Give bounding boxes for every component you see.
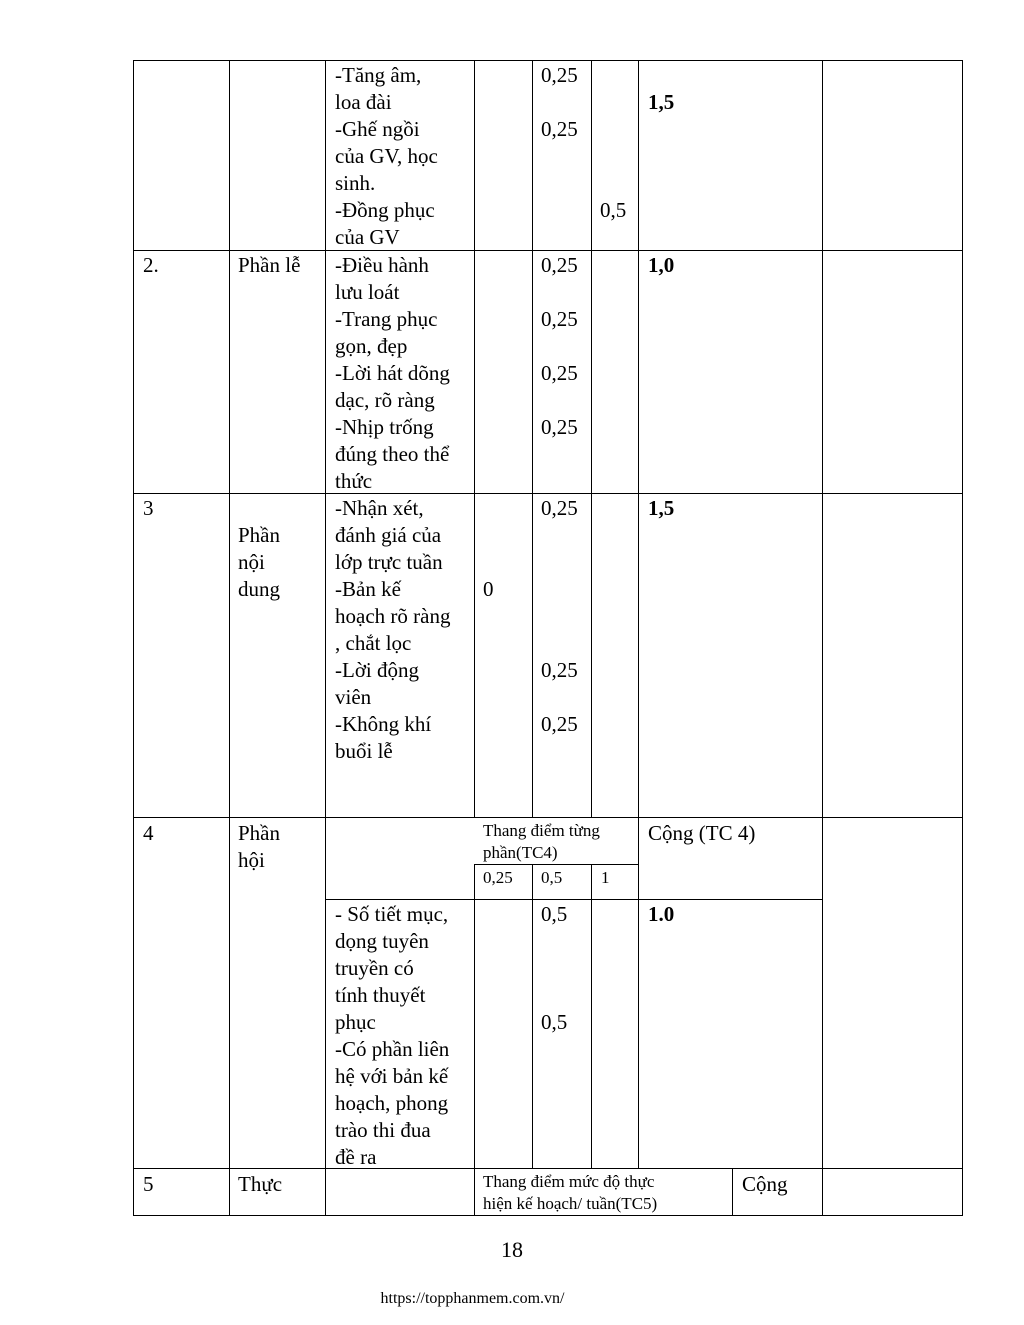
column-divider <box>732 1168 733 1216</box>
content-line: thức <box>335 469 373 493</box>
content-line: -Tăng âm, <box>335 63 422 87</box>
content-line: hoạch, phong <box>335 1091 449 1115</box>
score-value: 0,5 <box>541 902 568 926</box>
content-line: đúng theo thể <box>335 442 450 466</box>
content-line: tính thuyết <box>335 983 426 1007</box>
table-border-bottom <box>133 1215 963 1216</box>
content-line: viên <box>335 685 372 709</box>
scale-value: 1 <box>601 868 610 887</box>
row-divider <box>133 1168 963 1169</box>
score-value: 0 <box>483 577 494 601</box>
content-line: dạc, rõ ràng <box>335 388 435 412</box>
content-line: trào thi đua <box>335 1118 431 1142</box>
content-line: -Không khí <box>335 712 432 736</box>
content-line: - Số tiết mục, <box>335 902 449 926</box>
content-line: của GV, học <box>335 144 438 168</box>
content-line: của GV <box>335 225 400 249</box>
content-line: -Có phần liên <box>335 1037 450 1061</box>
content-line: đánh giá của <box>335 523 442 547</box>
score-value: 0,25 <box>541 253 578 277</box>
part-name: nội <box>238 550 265 574</box>
row-number: 3 <box>143 496 154 520</box>
source-url[interactable]: https://topphanmem.com.vn/ <box>380 1290 565 1307</box>
content-line: loa đài <box>335 90 392 114</box>
row-total: 1,5 <box>648 496 675 520</box>
column-divider <box>474 1168 475 1216</box>
scale-header: phần(TC4) <box>483 843 558 862</box>
content-line: sinh. <box>335 171 376 195</box>
score-value: 0,25 <box>541 658 578 682</box>
content-line: dọng tuyên <box>335 929 429 953</box>
content-line: lớp trực tuần <box>335 550 443 574</box>
content-line: hệ với bản kế <box>335 1064 449 1088</box>
table-border-left <box>133 60 134 1216</box>
score-value: 0,25 <box>541 63 578 87</box>
row-total: 1,5 <box>648 90 675 114</box>
content-line: -Nhịp trống <box>335 415 434 439</box>
content-line: -Lời động <box>335 658 420 682</box>
column-divider <box>822 60 823 1216</box>
content-line: truyền có <box>335 956 414 980</box>
scale-header: hiện kế hoạch/ tuần(TC5) <box>483 1194 658 1213</box>
content-line: -Lời hát dõng <box>335 361 450 385</box>
column-divider <box>591 864 592 1169</box>
column-divider <box>591 60 592 818</box>
score-value: 0,25 <box>541 712 578 736</box>
content-line: -Nhận xét, <box>335 496 424 520</box>
scale-value: 0,5 <box>541 868 563 887</box>
row-number: 2. <box>143 253 159 277</box>
part-name: dung <box>238 577 280 601</box>
part-name: Phần lễ <box>238 253 301 277</box>
part-name: Thực <box>238 1172 283 1196</box>
row-number: 5 <box>143 1172 154 1196</box>
content-line: hoạch rõ ràng <box>335 604 451 628</box>
content-line: phục <box>335 1010 376 1034</box>
content-line: -Trang phục <box>335 307 438 331</box>
row-total: 1,0 <box>648 253 675 277</box>
content-line: -Điều hành <box>335 253 429 277</box>
subheader-divider <box>326 899 823 900</box>
score-value: 0,25 <box>541 496 578 520</box>
part-name: hội <box>238 848 265 872</box>
column-divider <box>532 60 533 818</box>
row-divider <box>133 493 963 494</box>
row-number: 4 <box>143 821 154 845</box>
table-border-top <box>133 60 963 61</box>
scale-header: Thang điểm từng <box>483 821 600 840</box>
scale-value: 0,25 <box>483 868 513 887</box>
score-value: 0,5 <box>541 1010 568 1034</box>
table-border-right <box>962 60 963 1216</box>
part-name: Phần <box>238 523 280 547</box>
row-divider <box>133 817 963 818</box>
content-line: lưu loát <box>335 280 400 304</box>
content-line: đề ra <box>335 1145 377 1169</box>
score-value: 0,25 <box>541 307 578 331</box>
total-header: Cộng (TC 4) <box>648 821 756 845</box>
score-value: 0,5 <box>600 198 627 222</box>
column-divider <box>638 60 639 1169</box>
content-line: -Đồng phục <box>335 198 435 222</box>
content-line: buổi lễ <box>335 739 393 763</box>
content-line: gọn, đẹp <box>335 334 408 358</box>
score-value: 0,25 <box>541 361 578 385</box>
subheader-divider <box>474 864 638 865</box>
column-divider <box>229 60 230 1216</box>
row-total: 1.0 <box>648 902 675 926</box>
column-divider <box>532 864 533 1169</box>
content-line: -Ghế ngồi <box>335 117 420 141</box>
content-line: -Bản kế <box>335 577 401 601</box>
row-divider <box>133 250 963 251</box>
scale-header: Thang điểm mức độ thực <box>483 1172 655 1191</box>
score-value: 0,25 <box>541 415 578 439</box>
column-divider <box>474 864 475 1169</box>
content-line: , chắt lọc <box>335 631 412 655</box>
column-divider <box>325 60 326 1216</box>
column-divider <box>474 60 475 818</box>
total-header: Cộng <box>742 1172 788 1196</box>
part-name: Phần <box>238 821 280 845</box>
page-number: 18 <box>501 1237 523 1262</box>
score-value: 0,25 <box>541 117 578 141</box>
